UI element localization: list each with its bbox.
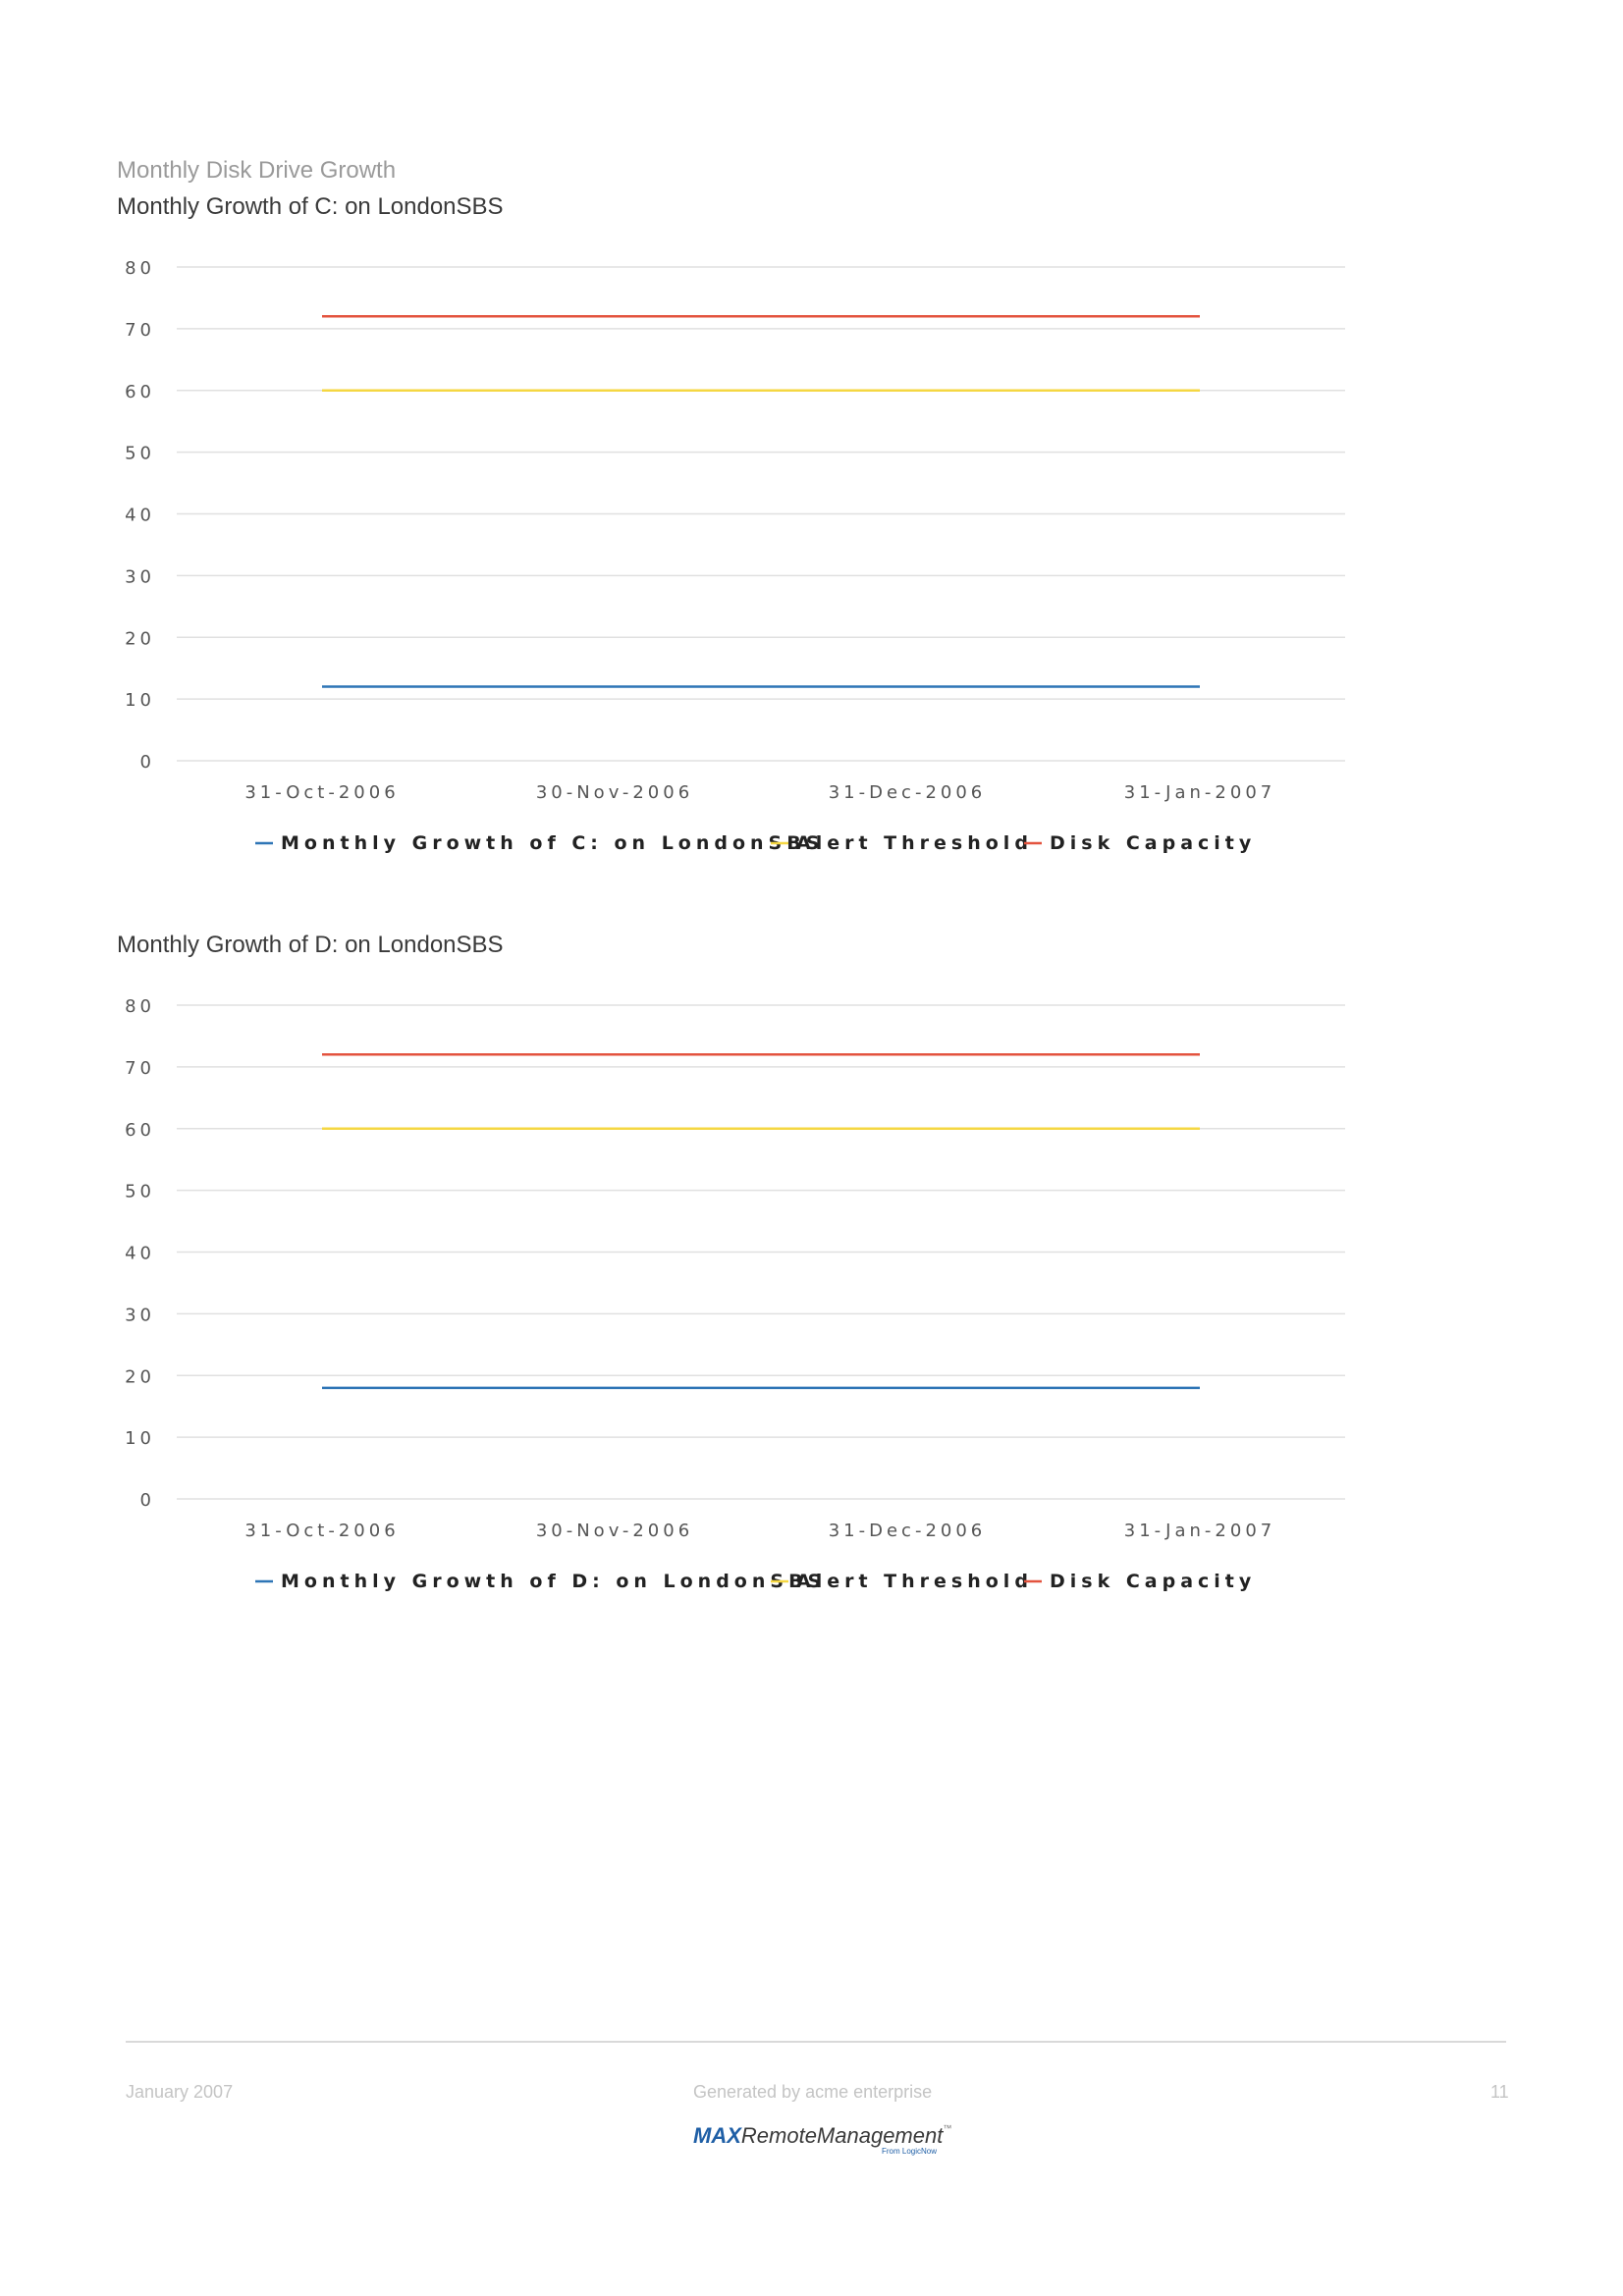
y-tick-label: 20 — [125, 1366, 155, 1388]
chart-title-d: Monthly Growth of D: on LondonSBS — [117, 932, 504, 958]
y-tick-label: 40 — [125, 1243, 155, 1264]
y-tick-label: 70 — [125, 1057, 155, 1079]
section-title: Monthly Disk Drive Growth — [117, 157, 397, 184]
logo-from-logicnow: From LogicNow — [882, 2147, 938, 2156]
x-tick-label: 31-Dec-2006 — [828, 782, 987, 803]
y-tick-label: 10 — [125, 690, 155, 712]
logo-trademark: ™ — [943, 2123, 952, 2133]
y-tick-label: 0 — [139, 1490, 155, 1511]
y-tick-label: 60 — [125, 381, 155, 402]
legend-label: Monthly Growth of D: on LondonSBS — [281, 1571, 827, 1592]
chart-c-drive — [0, 236, 1623, 923]
y-tick-label: 40 — [125, 505, 155, 526]
y-tick-label: 80 — [125, 996, 155, 1017]
logo-remote-management: RemoteManagement — [740, 2123, 944, 2148]
y-tick-label: 70 — [125, 319, 155, 341]
footer-divider — [126, 2041, 1506, 2043]
footer-generated-by: Generated by acme enterprise — [693, 2082, 933, 2102]
x-tick-label: 31-Oct-2006 — [244, 782, 400, 803]
x-tick-label: 30-Nov-2006 — [535, 1521, 694, 1541]
y-tick-label: 20 — [125, 628, 155, 650]
y-tick-label: 0 — [139, 752, 155, 773]
chart-title-c: Monthly Growth of C: on LondonSBS — [117, 193, 504, 220]
y-tick-label: 10 — [125, 1428, 155, 1450]
legend-label: Alert Threshold — [796, 832, 1033, 854]
y-tick-label: 50 — [125, 1181, 155, 1202]
x-tick-label: 31-Dec-2006 — [828, 1521, 987, 1541]
logo-max: MAX — [693, 2123, 741, 2148]
legend-label: Alert Threshold — [796, 1571, 1033, 1592]
max-remote-management-logo — [693, 2123, 952, 2159]
x-tick-label: 31-Jan-2007 — [1123, 782, 1276, 803]
legend-label: Disk Capacity — [1050, 832, 1257, 854]
x-tick-label: 31-Oct-2006 — [244, 1521, 400, 1541]
legend-label: Monthly Growth of C: on LondonSBS — [281, 832, 825, 854]
y-tick-label: 60 — [125, 1119, 155, 1141]
y-tick-label: 30 — [125, 1305, 155, 1326]
y-tick-label: 50 — [125, 443, 155, 464]
legend-label: Disk Capacity — [1050, 1571, 1257, 1592]
x-tick-label: 30-Nov-2006 — [535, 782, 694, 803]
footer-page-number: 11 — [1490, 2082, 1509, 2102]
footer-date: January 2007 — [126, 2082, 234, 2102]
y-tick-label: 80 — [125, 258, 155, 279]
y-tick-label: 30 — [125, 566, 155, 588]
chart-d-drive — [0, 974, 1623, 1661]
x-tick-label: 31-Jan-2007 — [1123, 1521, 1276, 1541]
